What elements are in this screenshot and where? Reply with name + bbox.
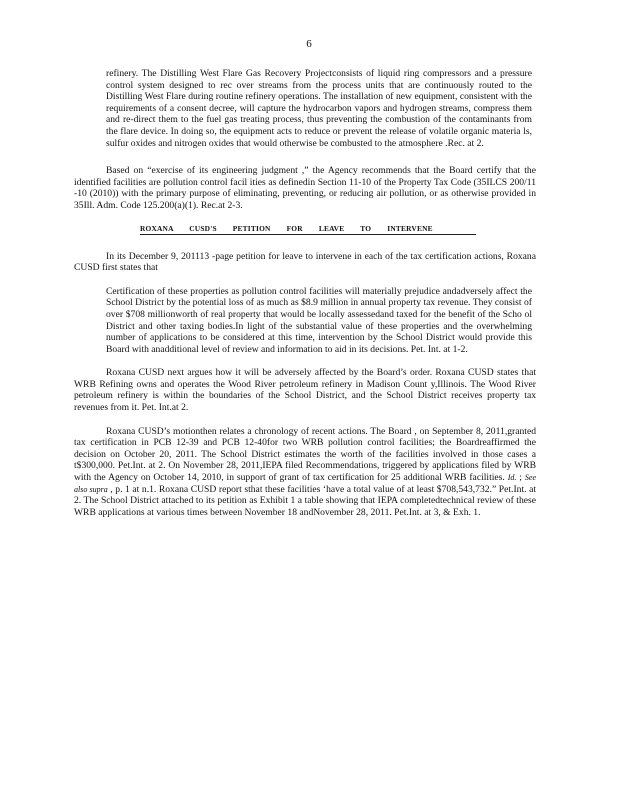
block-quote-petition: Certification of these properties as pollution control facilities will materially prejudice andadversely affect the School District by the potential loss of as much as $8.9 million in annual property tax revenue. They consist of over $708 millionworth of real property that would be locally assessedand taxed for the benefit of the Scho ol District and other taxing bodies.In light of the substantial value of these properties and the overwhelming number of applications to be considered at this time, intervention by the School District would provide this Board with anadditional level of review and information to aid in its decisions. Pet. Int. at 1-2. [106, 285, 532, 355]
section-heading: ROXANA CUSD'S PETITION FOR LEAVE TO INTERVENE [140, 224, 476, 235]
citation-see-also: See also supra [74, 473, 536, 494]
paragraph-chronology [74, 426, 536, 519]
chronology-text-b: , p. 1 at n.1. Roxana CUSD report sthat these facilities ‘have a total value of at least $708,543,732.” Pet.Int. at 2. The School District attached to its petition as Exhibit 1 a table showing that IEPA completedtechnical review of these WRB applications at various times between November 18 andNovember 28, 2011. Pet.Int. at 3, & Exh. 1. [74, 483, 536, 518]
paragraph-adverse-effect: Roxana CUSD next argues how it will be adversely affected by the Board’s order. Roxana CUSD states that WRB Refining owns and operates the Wood River petroleum refinery in Madison Count y,Illinois. The Wood River petroleum refinery is within the boundaries of the School District, and the School District receives property tax revenues from it. Pet. Int.at 2. [74, 367, 536, 414]
paragraph-petition-intro: In its December 9, 201113 -page petition for leave to intervene in each of the tax certification actions, Roxana CUSD first states that [74, 250, 536, 274]
citation-id: Id. [507, 473, 517, 483]
document-body [74, 68, 536, 518]
paragraph-project-description: refinery. The Distilling West Flare Gas Recovery Projectconsists of liquid ring compressors and a pressure control system designed to rec over streams from the process units that are continuously routed to the Distilling West Flare during routine refinery operations. The installation of new equipment, consistent with the requirements of a consent decree, will capture the hydrocarbon vapors and hydrogen streams, compress them and re-direct them to the fuel gas treating process, thus preventing the combustion of the contaminants from the flare device. In doing so, the equipment acts to reduce or prevent the release of volatile organic materia ls, sulfur oxides and nitrogen oxides that would otherwise be combusted to the atmosphere .Rec. at 2. [106, 68, 532, 149]
chronology-separator: ; [516, 472, 525, 484]
paragraph-agency-recommendation: Based on “exercise of its engineering judgment ,” the Agency recommends that the Board certify that the identified facilities are pollution control facil ities as definedin Section 11-10 of the Property Tax Code (35ILCS 200/11 -10 (2010)) with the primary purpose of eliminating, preventing, or reducing air pollution, or as otherwise provided in 35Ill. Adm. Code 125.200(a)(1). Rec.at 2-3. [74, 165, 536, 211]
chronology-text-a: Roxana CUSD’s motionthen relates a chronology of recent actions. The Board , on September 8, 2011,granted tax certification in PCB 12-39 and PCB 12-40for two WRB pollution control facilities; the Boardreaffirmed the decision on October 20, 2011. The School District estimates the worth of the facilities involved in those cases a t$300,000. Pet.Int. at 2. On November 28, 2011,IEPA filed Recommendations, triggered by applications filed by WRB with the Agency on October 14, 2010, in support of grant of tax certification for 25 additional WRB facilities. [74, 425, 536, 484]
page-number: 6 [306, 38, 312, 50]
